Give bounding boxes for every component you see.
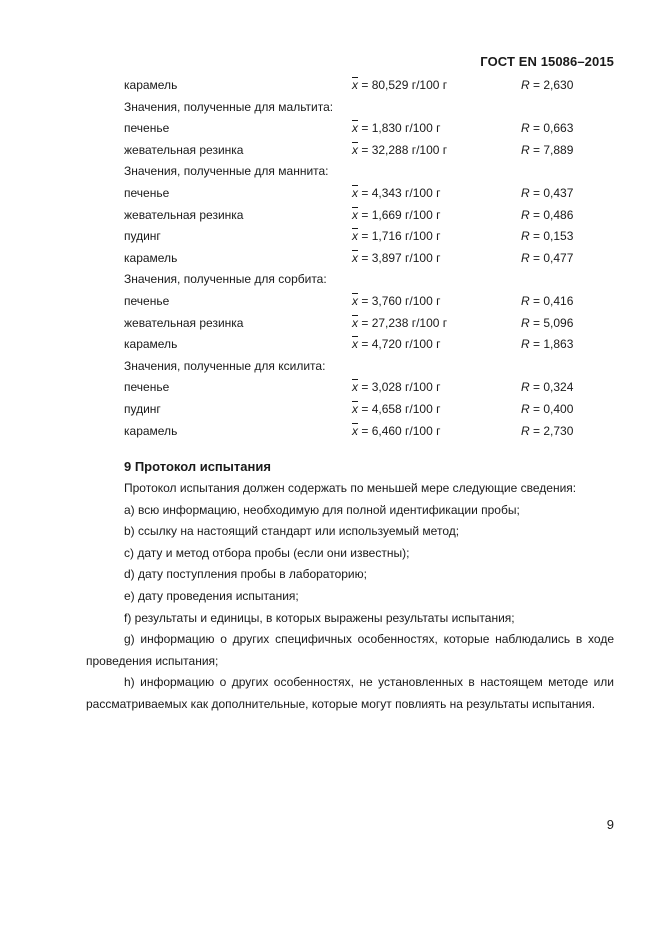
- equals-sign: =: [358, 250, 372, 265]
- group-heading-text: Значения, полученные для маннита:: [124, 164, 329, 179]
- sample-name: жевательная резинка: [124, 315, 244, 330]
- group-heading: [0, 356, 661, 378]
- mean-symbol: $\overline{x}$: [352, 185, 358, 200]
- mean-value: [352, 183, 441, 205]
- result-row: [0, 313, 661, 335]
- equals-sign: =: [358, 293, 372, 308]
- reproducibility-symbol: R: [521, 229, 530, 244]
- reproducibility-value-text: 0,400: [543, 401, 574, 416]
- mean-symbol: $\overline{x}$: [352, 401, 358, 416]
- equals-sign: =: [358, 121, 372, 136]
- equals-sign: =: [358, 185, 372, 200]
- sample-name: карамель: [124, 78, 178, 92]
- mean-symbol: $\overline{x}$: [352, 423, 358, 438]
- result-row: [0, 205, 661, 227]
- reproducibility-value: [521, 118, 573, 140]
- mean-value-text: 3,760 г/100 г: [371, 293, 441, 308]
- reproducibility-symbol: R: [521, 207, 530, 222]
- mean-symbol: $\overline{x}$: [352, 380, 358, 395]
- mean-value: [352, 75, 447, 97]
- reproducibility-symbol: R: [521, 250, 530, 265]
- result-row: [0, 421, 661, 443]
- mean-symbol: $\overline{x}$: [352, 229, 358, 244]
- equals-sign: =: [529, 401, 544, 416]
- reproducibility-symbol: R: [521, 142, 530, 157]
- reproducibility-value-text: 1,863: [543, 337, 574, 352]
- result-row: [0, 75, 661, 97]
- equals-sign: =: [529, 229, 544, 244]
- result-row: [0, 183, 661, 205]
- protocol-item: e) дату проведения испытания;: [124, 588, 299, 603]
- result-row: [0, 334, 661, 356]
- sample-name: карамель: [124, 337, 178, 352]
- reproducibility-symbol: R: [521, 315, 530, 330]
- result-row: [0, 226, 661, 248]
- mean-value: [352, 248, 441, 270]
- reproducibility-value: [521, 291, 573, 313]
- equals-sign: =: [529, 423, 544, 438]
- section-intro: Протокол испытания должен содержать по меньшей мере следующие сведения:: [124, 481, 577, 495]
- reproducibility-value-text: 0,663: [543, 121, 574, 136]
- mean-value: [352, 377, 441, 399]
- reproducibility-value: [521, 399, 573, 421]
- group-heading: [0, 161, 661, 183]
- mean-value-text: 3,897 г/100 г: [371, 250, 441, 265]
- sample-name: пудинг: [124, 401, 161, 416]
- equals-sign: =: [529, 185, 544, 200]
- reproducibility-value-text: 7,889: [543, 142, 574, 157]
- reproducibility-value-text: 0,324: [543, 380, 574, 395]
- sample-name: печенье: [124, 185, 170, 200]
- group-heading: [0, 97, 661, 119]
- reproducibility-value-text: 0,477: [543, 250, 574, 265]
- mean-symbol: $\overline{x}$: [352, 142, 358, 157]
- reproducibility-value: [521, 75, 573, 97]
- mean-symbol: $\overline{x}$: [352, 337, 358, 352]
- protocol-item: g) информацию о других специфичных особенностях, которые наблюдались в ходе проведения испытания;: [86, 632, 614, 668]
- sample-name: карамель: [124, 423, 178, 438]
- mean-value-text: 4,658 г/100 г: [371, 401, 441, 416]
- equals-sign: =: [529, 121, 544, 136]
- equals-sign: =: [529, 315, 544, 330]
- reproducibility-value-text: 0,153: [543, 229, 574, 244]
- sample-name: карамель: [124, 250, 178, 265]
- results-list: [0, 75, 661, 442]
- result-row: [0, 140, 661, 162]
- result-row: [0, 118, 661, 140]
- reproducibility-value-text: 0,416: [543, 293, 574, 308]
- document-header: ГОСТ EN 15086–2015: [480, 54, 614, 69]
- reproducibility-value: [521, 248, 573, 270]
- mean-value-text: 4,720 г/100 г: [371, 337, 441, 352]
- reproducibility-symbol: R: [521, 380, 530, 395]
- equals-sign: =: [358, 78, 372, 92]
- mean-value-text: 80,529 г/100 г: [371, 78, 448, 92]
- result-row: [0, 248, 661, 270]
- mean-value: [352, 399, 441, 421]
- reproducibility-symbol: R: [521, 185, 530, 200]
- equals-sign: =: [358, 423, 372, 438]
- mean-symbol: $\overline{x}$: [352, 207, 358, 222]
- group-heading: [0, 269, 661, 291]
- result-row: [0, 399, 661, 421]
- reproducibility-value: [521, 183, 573, 205]
- reproducibility-value: [521, 205, 573, 227]
- reproducibility-value: [521, 226, 573, 248]
- mean-symbol: $\overline{x}$: [352, 315, 358, 330]
- protocol-item: h) информацию о других особенностях, не установленных в настоящем методе или рассматриваемых как дополнительные, которые могут повлиять на результаты испытания.: [86, 675, 614, 711]
- group-heading-text: Значения, полученные для мальтита:: [124, 99, 334, 114]
- reproducibility-value-text: 0,486: [543, 207, 574, 222]
- group-heading-text: Значения, полученные для ксилита:: [124, 358, 326, 373]
- protocol-item: b) ссылку на настоящий стандарт или используемый метод;: [124, 524, 460, 539]
- equals-sign: =: [358, 229, 372, 244]
- reproducibility-value: [521, 377, 573, 399]
- sample-name: печенье: [124, 121, 170, 136]
- result-row: [0, 377, 661, 399]
- sample-name: печенье: [124, 293, 170, 308]
- reproducibility-symbol: R: [521, 121, 530, 136]
- reproducibility-value-text: 5,096: [543, 315, 574, 330]
- mean-value: [352, 334, 441, 356]
- mean-value: [352, 118, 441, 140]
- reproducibility-symbol: R: [521, 293, 530, 308]
- sample-name: жевательная резинка: [124, 142, 244, 157]
- mean-value-text: 6,460 г/100 г: [371, 423, 441, 438]
- mean-value: [352, 226, 441, 248]
- mean-value-text: 4,343 г/100 г: [371, 185, 441, 200]
- protocol-item: c) дату и метод отбора пробы (если они известны);: [124, 545, 410, 560]
- reproducibility-value: [521, 334, 573, 356]
- protocol-item: a) всю информацию, необходимую для полной идентификации пробы;: [124, 502, 520, 517]
- mean-value-text: 1,716 г/100 г: [371, 229, 441, 244]
- reproducibility-value-text: 0,437: [543, 185, 574, 200]
- reproducibility-symbol: R: [521, 423, 530, 438]
- mean-symbol: $\overline{x}$: [352, 121, 358, 136]
- mean-value-text: 32,288 г/100 г: [371, 142, 448, 157]
- equals-sign: =: [358, 207, 372, 222]
- section-title: 9 Протокол испытания: [124, 459, 271, 474]
- mean-value-text: 1,669 г/100 г: [371, 207, 441, 222]
- sample-name: жевательная резинка: [124, 207, 244, 222]
- mean-value: [352, 205, 441, 227]
- sample-name: печенье: [124, 380, 170, 395]
- group-heading-text: Значения, полученные для сорбита:: [124, 272, 327, 287]
- section-body: [86, 478, 614, 716]
- equals-sign: =: [529, 78, 544, 92]
- result-row: [0, 291, 661, 313]
- reproducibility-value: [521, 140, 573, 162]
- mean-value-text: 3,028 г/100 г: [371, 380, 441, 395]
- protocol-item: f) результаты и единицы, в которых выражены результаты испытания;: [124, 610, 515, 625]
- equals-sign: =: [529, 250, 544, 265]
- equals-sign: =: [358, 380, 372, 395]
- equals-sign: =: [529, 207, 544, 222]
- mean-value: [352, 140, 447, 162]
- page-number: 9: [606, 817, 614, 832]
- equals-sign: =: [529, 337, 544, 352]
- mean-value: [352, 291, 441, 313]
- equals-sign: =: [358, 337, 372, 352]
- mean-value-text: 1,830 г/100 г: [371, 121, 441, 136]
- mean-value: [352, 421, 441, 443]
- sample-name: пудинг: [124, 229, 161, 244]
- reproducibility-symbol: R: [521, 337, 530, 352]
- mean-symbol: $\overline{x}$: [352, 250, 358, 265]
- equals-sign: =: [529, 142, 544, 157]
- equals-sign: =: [358, 315, 372, 330]
- reproducibility-value-text: 2,730: [543, 423, 574, 438]
- reproducibility-symbol: R: [521, 78, 530, 92]
- mean-symbol: $\overline{x}$: [352, 293, 358, 308]
- reproducibility-value: [521, 421, 573, 443]
- reproducibility-value-text: 2,630: [543, 78, 574, 92]
- reproducibility-value: [521, 313, 573, 335]
- equals-sign: =: [529, 380, 544, 395]
- mean-symbol: $\overline{x}$: [352, 78, 358, 92]
- equals-sign: =: [358, 142, 372, 157]
- equals-sign: =: [358, 401, 372, 416]
- reproducibility-symbol: R: [521, 401, 530, 416]
- protocol-item: d) дату поступления пробы в лабораторию;: [124, 567, 367, 582]
- equals-sign: =: [529, 293, 544, 308]
- mean-value-text: 27,238 г/100 г: [371, 315, 448, 330]
- mean-value: [352, 313, 447, 335]
